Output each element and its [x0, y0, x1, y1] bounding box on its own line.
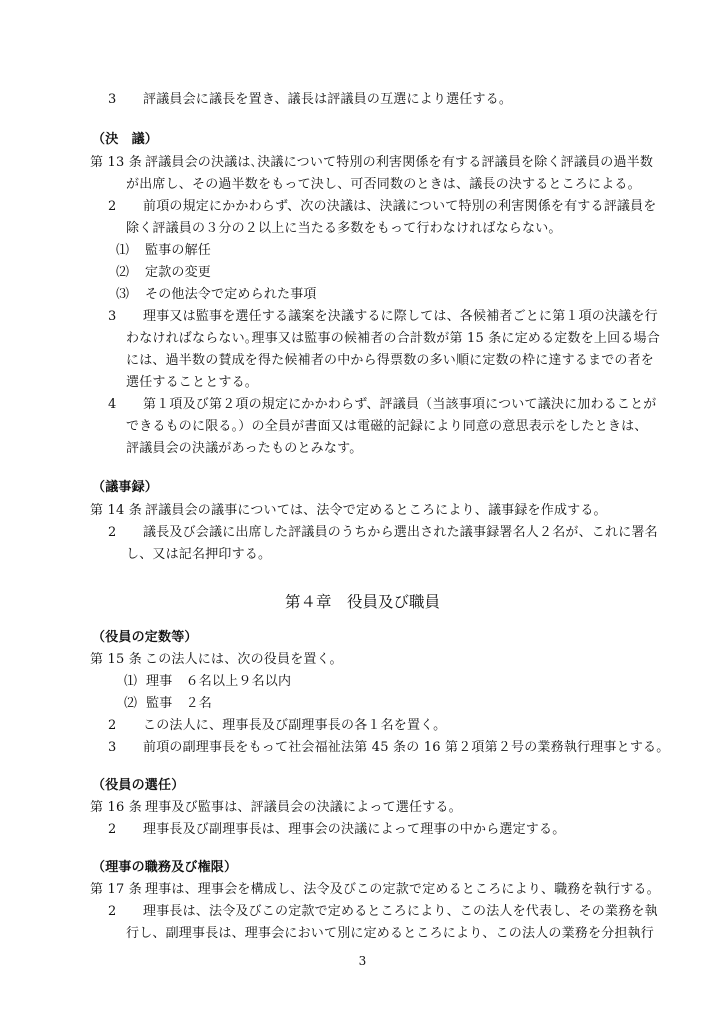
article-heading: （理事の職務及び権限） — [92, 860, 238, 875]
paragraph-text: 第１項及び第２項の規定にかかわらず、評議員（当該事項について議決に加わることが — [143, 397, 657, 412]
article-label: 第 16 条 — [90, 800, 143, 815]
paragraph-number: 2 — [108, 199, 117, 214]
paragraph-text: 理事長及び副理事長は、理事会の決議によって理事の中から選定する。 — [143, 822, 566, 837]
article-label: 第 15 条 — [90, 652, 143, 667]
list-item: 理事 ６名以上９名以内 — [146, 674, 292, 689]
list-item: 定款の変更 — [145, 265, 212, 280]
list-item: その他法令で定められた事項 — [145, 287, 317, 302]
paragraph-number: 2 — [108, 904, 117, 919]
list-item-number: ⑶ — [116, 287, 130, 302]
paragraph-text: 除く評議員の３分の２以上に当たる多数をもって行わなければならない。 — [126, 221, 562, 236]
paragraph-number: 3 — [108, 740, 117, 755]
paragraph-text: 評議員会に議長を置き、議長は評議員の互選により選任する。 — [143, 92, 513, 107]
paragraph-text: 前項の副理事長をもって社会福祉法第 45 条の 16 第２項第２号の業務執行理事とする。 — [143, 740, 670, 755]
chapter-title: 第４章 役員及び職員 — [284, 593, 440, 611]
paragraph-text: 選任することとする。 — [126, 375, 259, 390]
list-item-number: ⑴ — [124, 674, 138, 689]
article-heading: （決 議） — [92, 132, 159, 147]
list-item-number: ⑵ — [124, 696, 138, 711]
paragraph-text: 理事又は監事を選任する議案を決議するに際しては、各候補者ごとに第１項の決議を行 — [143, 309, 658, 324]
paragraph-text: し、又は記名押印する。 — [126, 547, 272, 562]
article-text: この法人には、次の役員を置く。 — [145, 652, 343, 667]
article-text: 評議員会の議事については、法令で定めるところにより、議事録を作成する。 — [145, 503, 607, 518]
paragraph-text: この法人に、理事長及び副理事長の各１名を置く。 — [143, 718, 447, 733]
paragraph-text: 議長及び会議に出席した評議員のうちから選出された議事録署名人２名が、これに署名 — [143, 525, 658, 540]
article-label: 第 14 条 — [90, 503, 143, 518]
article-heading: （議事録） — [92, 480, 159, 495]
paragraph-number: 3 — [108, 309, 117, 324]
paragraph-text: 理事長は、法令及びこの定款で定めるところにより、この法人を代表し、その業務を執 — [143, 904, 658, 919]
paragraph-number: 2 — [108, 822, 117, 837]
article-text: 理事及び監事は、評議員会の決議によって選任する。 — [145, 800, 462, 815]
list-item: 監事 ２名 — [146, 696, 213, 711]
list-item-number: ⑵ — [116, 265, 130, 280]
list-item: 監事の解任 — [145, 243, 212, 258]
paragraph-number: 2 — [108, 718, 117, 733]
article-label: 第 17 条 — [90, 882, 143, 897]
list-item-number: ⑴ — [116, 243, 130, 258]
paragraph-text: には、過半数の賛成を得た候補者の中から得票数の多い順に定数の枠に達するまでの者を — [126, 353, 655, 368]
paragraph-number: 4 — [108, 397, 117, 412]
paragraph-text: わなければならない｡理事又は監事の候補者の合計数が第 15 条に定める定数を上回る場合 — [126, 331, 660, 346]
paragraph-text: 行し、副理事長は、理事会において別に定めるところにより、この法人の業務を分担執行 — [126, 926, 655, 941]
article-label: 第 13 条 — [90, 155, 143, 170]
article-text: 理事は、理事会を構成し、法令及びこの定款で定めるところにより、職務を執行する。 — [145, 882, 660, 897]
article-heading: （役員の定数等） — [92, 630, 198, 645]
article-text: 評議員会の決議は､決議について特別の利害関係を有する評議員を除く評議員の過半数 — [145, 155, 654, 170]
paragraph-text: できるものに限る。）の全員が書面又は電磁的記録により同意の意思表示をしたときは、 — [126, 419, 648, 434]
article-text: が出席し、その過半数をもって決し、可否同数のときは、議長の決するところによる。 — [126, 177, 641, 192]
article-heading: （役員の選任） — [92, 778, 185, 793]
paragraph-text: 評議員会の決議があったものとみなす。 — [126, 441, 363, 456]
paragraph-number: 2 — [108, 525, 117, 540]
paragraph-number: 3 — [108, 92, 117, 107]
page-number: 3 — [358, 954, 367, 968]
paragraph-text: 前項の規定にかかわらず、次の決議は、決議について特別の利害関係を有する評議員を — [143, 199, 657, 214]
